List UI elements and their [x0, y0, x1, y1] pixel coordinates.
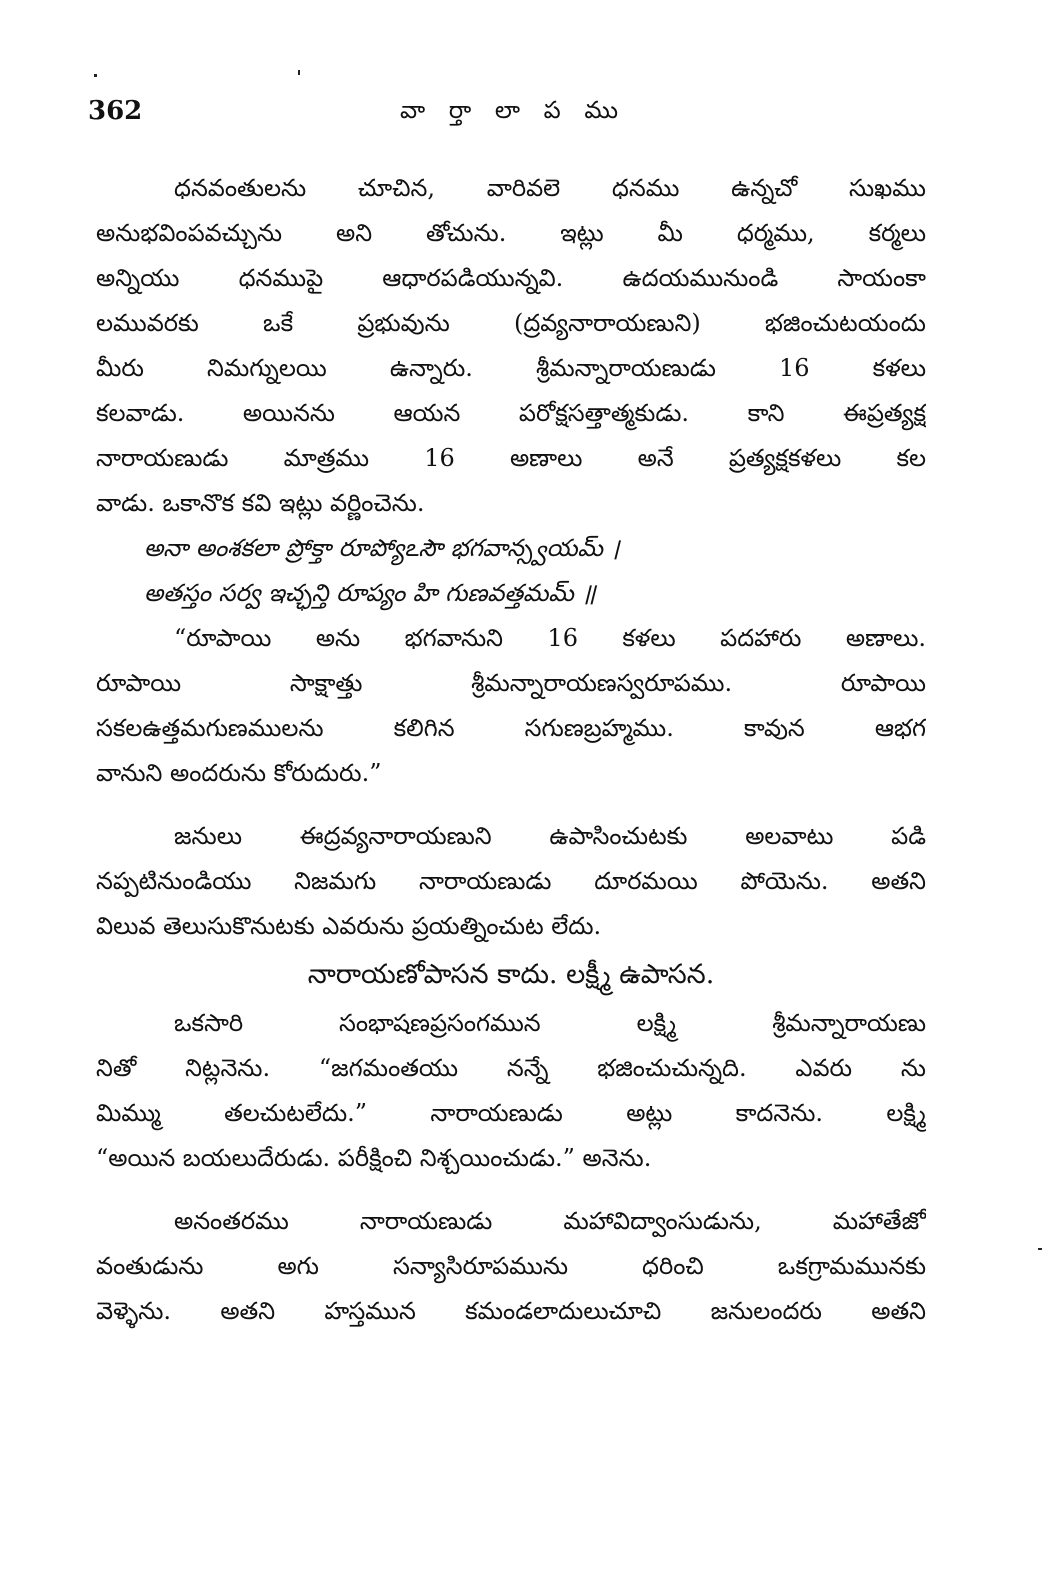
text-line: నితో నిట్లనెను. “జగమంతయు నన్నే భజించుచున్నది. ఎవరు ను: [96, 1054, 926, 1082]
paragraph-gap: [96, 1181, 926, 1199]
scan-speck: [1038, 1248, 1042, 1250]
text-line: ఒకసారి సంభాషణప్రసంగమున లక్ష్మి శ్రీమన్నారాయణు: [174, 1009, 926, 1037]
text-line: అనంతరము నారాయణుడు మహావిద్వాంసుడును, మహాతేజో: [174, 1207, 926, 1235]
text-line: నప్పటినుండియు నిజమగు నారాయణుడు దూరమయి పోయెను. అతని: [96, 867, 926, 895]
text-line: వెళ్ళెను. అతని హస్తమున కమండలాదులుచూచి జనులందరు అతని: [96, 1297, 926, 1325]
page-body: [96, 166, 926, 1334]
text-line: “రూపాయి అను భగవానుని 16 కళలు పదహారు అణాలు.: [174, 624, 926, 652]
text-line: సకలఉత్తమగుణములను కలిగిన సగుణబ్రహ్మము. కావున ఆభగ: [96, 714, 926, 742]
running-title: వా ర్తా లా ప ము: [399, 96, 627, 124]
text-line: వానుని అందరును కోరుదురు.”: [96, 759, 382, 787]
text-line: విలువ తెలుసుకొనుటకు ఎవరును ప్రయత్నించుట లేదు.: [96, 912, 602, 940]
scan-speck: [298, 70, 300, 75]
text-line: వాడు. ఒకానొక కవి ఇట్లు వర్ణించెను.: [96, 489, 425, 517]
text-line: రూపాయి సాక్షాత్తు శ్రీమన్నారాయణస్వరూపము. రూపాయి: [96, 669, 926, 697]
verse-line: అతస్తం సర్వ ఇచ్ఛన్తి రూప్యం హి గుణవత్తమమ్ ॥: [144, 579, 596, 607]
text-line: లమువరకు ఒకే ప్రభువును (ద్రవ్యనారాయణుని) భజించుటయందు: [96, 309, 926, 337]
text-line: వంతుడును అగు సన్యాసిరూపమును ధరించి ఒకగ్రామమునకు: [96, 1252, 926, 1280]
text-line: “అయిన బయలుదేరుడు. పరీక్షించి నిశ్చయించుడు.” అనెను.: [96, 1144, 652, 1172]
text-line: జనులు ఈద్రవ్యనారాయణుని ఉపాసించుటకు అలవాటు పడి: [174, 822, 926, 850]
text-line: కలవాడు. అయినను ఆయన పరోక్షసత్తాత్మకుడు. కాని ఈప్రత్యక్ష: [96, 399, 926, 427]
text-line: అనుభవింపవచ్చును అని తోచును. ఇట్లు మీ ధర్మము, కర్మలు: [96, 219, 926, 247]
section-heading: నారాయణోపాసన కాదు. లక్ష్మీ ఉపాసన.: [307, 959, 715, 990]
text-line: అన్నియు ధనముపై ఆధారపడియున్నవి. ఉదయమునుండి సాయంకా: [96, 264, 926, 292]
verse-line: అనా అంశకలా ప్రోక్తా రూప్యోఽసౌ భగవాన్స్వయమ్ ।: [144, 534, 620, 562]
page-header: [88, 96, 938, 146]
text-line: మీరు నిమగ్నులయి ఉన్నారు. శ్రీమన్నారాయణుడు 16 కళలు: [96, 354, 926, 382]
text-line: నారాయణుడు మాత్రము 16 అణాలు అనే ప్రత్యక్షకళలు కల: [96, 444, 926, 472]
paragraph-gap: [96, 796, 926, 814]
scan-speck: [94, 74, 97, 77]
text-line: మిమ్ము తలచుటలేదు.” నారాయణుడు అట్లు కాదనెను. లక్ష్మి: [96, 1099, 926, 1127]
text-line: ధనవంతులను చూచిన, వారివలె ధనము ఉన్నచో సుఖము: [174, 174, 926, 202]
page-number: 362: [88, 96, 143, 126]
